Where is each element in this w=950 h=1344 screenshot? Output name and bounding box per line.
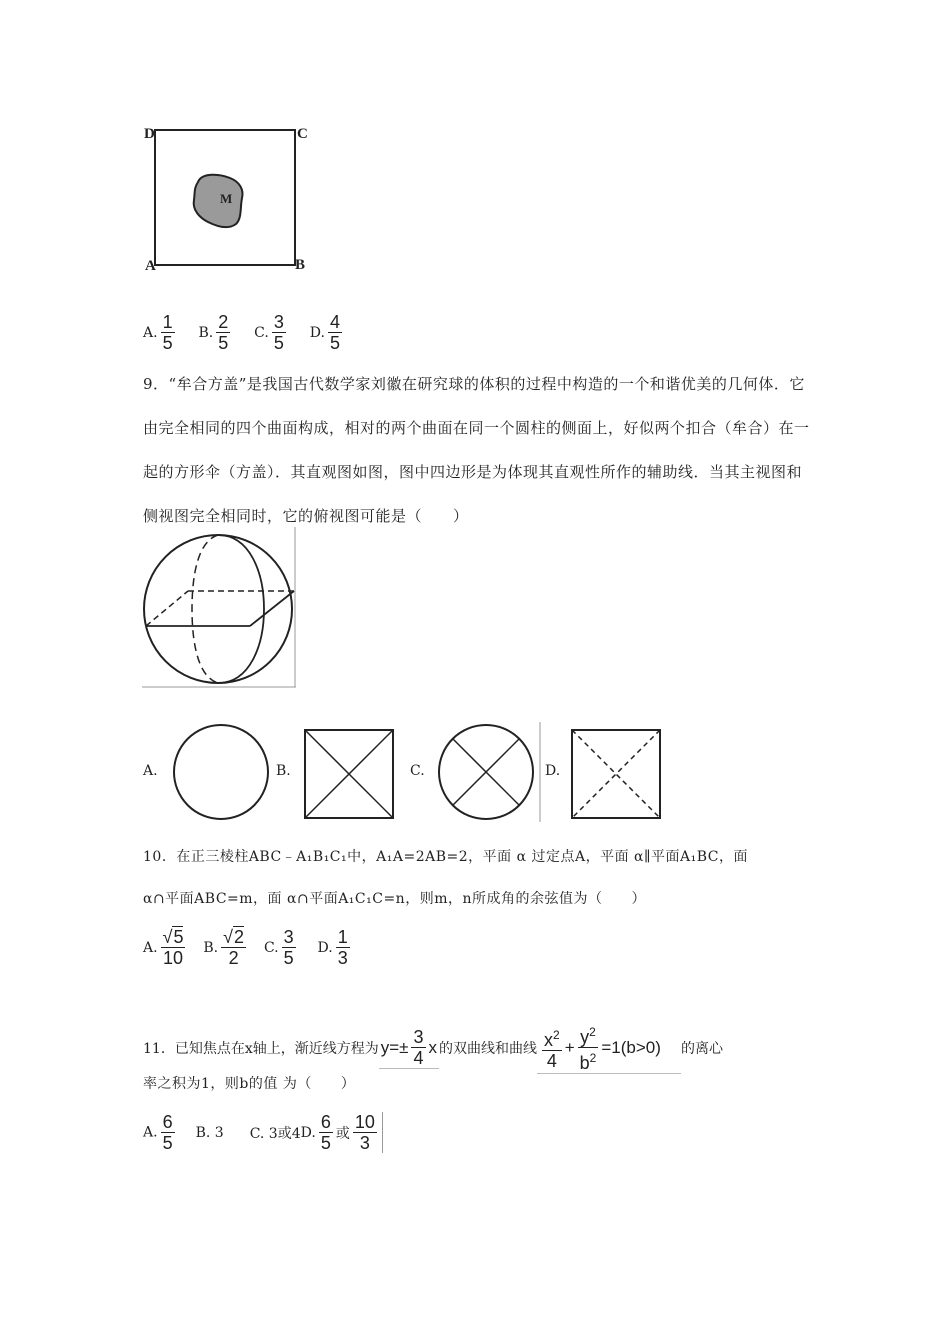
- q11-options: [143, 1112, 383, 1153]
- q11-line2: 率之积为1，则b的值 为（ ）: [143, 1076, 356, 1092]
- q9-text: 9．“牟合方盖”是我国古代数学家刘徽在研究球的体积的过程中构造的一个和谐优美的几何体．它由完全相同的四个曲面构成，相对的两个曲面在同一个圆柱的侧面上，好似两个扣合（牟合）在一起的方形伞（方盖）．其直观图如图，图中四边形是为体现其直观性所作的辅助线．当其主视图和侧视图完全相同时，它的俯视图可能是（ ）: [143, 375, 810, 525]
- q10-options: [143, 927, 353, 968]
- q11-option-c[interactable]: C. 3或4: [249, 1125, 301, 1142]
- q9-option-a-label[interactable]: A.: [143, 763, 158, 779]
- label-d: D: [144, 126, 155, 142]
- q9-option-a-circle[interactable]: [171, 722, 271, 822]
- q8-option-b[interactable]: B. $\frac{2}{5}$: [198, 312, 229, 353]
- q9-option-c-circle-x[interactable]: [434, 722, 544, 822]
- q8-options: [143, 312, 345, 353]
- q9-option-b-square-x[interactable]: [303, 728, 395, 820]
- label-b: B: [295, 257, 306, 273]
- label-a: A: [145, 258, 156, 274]
- region-m: [194, 175, 243, 227]
- q11-option-a[interactable]: A. $\frac{6}{5}$: [143, 1112, 173, 1153]
- q11-option-b[interactable]: B. 3: [195, 1124, 224, 1141]
- q10-option-d[interactable]: D. $\frac{1}{3}$: [317, 927, 348, 968]
- q10-line1: 10．在正三棱柱ABC﹣A₁B₁C₁中，A₁A=2AB=2，平面 α 过定点A，平面 α∥平面A₁BC，面: [143, 849, 748, 865]
- q10-option-a[interactable]: A. $\frac{√5}{10}$: [143, 927, 184, 968]
- label-m: M: [220, 191, 233, 206]
- curve-formula: $\frac{x^2}{4}$ + $\frac{y^2}{b^2}$ =1(b>0): [537, 1022, 681, 1074]
- q8-option-d[interactable]: D. $\frac{4}{5}$: [309, 312, 340, 353]
- q11-line1: 11．已知焦点在x轴上，渐近线方程为 y=± $\frac{3}{4}$ x 的双曲线和曲线 $\frac{x^2}{4}$ + $\frac{y^2}{b^2}$ =1(b>0) 的离心: [143, 1022, 723, 1074]
- label-c: C: [297, 126, 308, 142]
- q9-option-d-label[interactable]: D.: [545, 763, 561, 779]
- asymptote-formula: y=± $\frac{3}{4}$ x: [380, 1027, 437, 1068]
- q10-option-b[interactable]: B. $\frac{√2}{2}$: [203, 927, 245, 968]
- q8-option-c[interactable]: C. $\frac{3}{5}$: [254, 312, 284, 353]
- q9-option-c-label[interactable]: C.: [410, 763, 425, 779]
- q10-line2: α∩平面ABC=m，面 α∩平面A₁C₁C=n，则m，n所成角的余弦值为（ ）: [143, 891, 646, 907]
- q9-option-d-square-dashed[interactable]: [570, 728, 662, 820]
- q9-option-b-label[interactable]: B.: [276, 763, 291, 779]
- q10-option-c[interactable]: C. $\frac{3}{5}$: [263, 927, 294, 968]
- sphere-figure: [142, 525, 298, 690]
- q11-option-d[interactable]: D. $\frac{6}{5}$ 或 $\frac{10}{3}$: [301, 1112, 383, 1153]
- q8-option-a[interactable]: A. $\frac{1}{5}$: [143, 312, 173, 353]
